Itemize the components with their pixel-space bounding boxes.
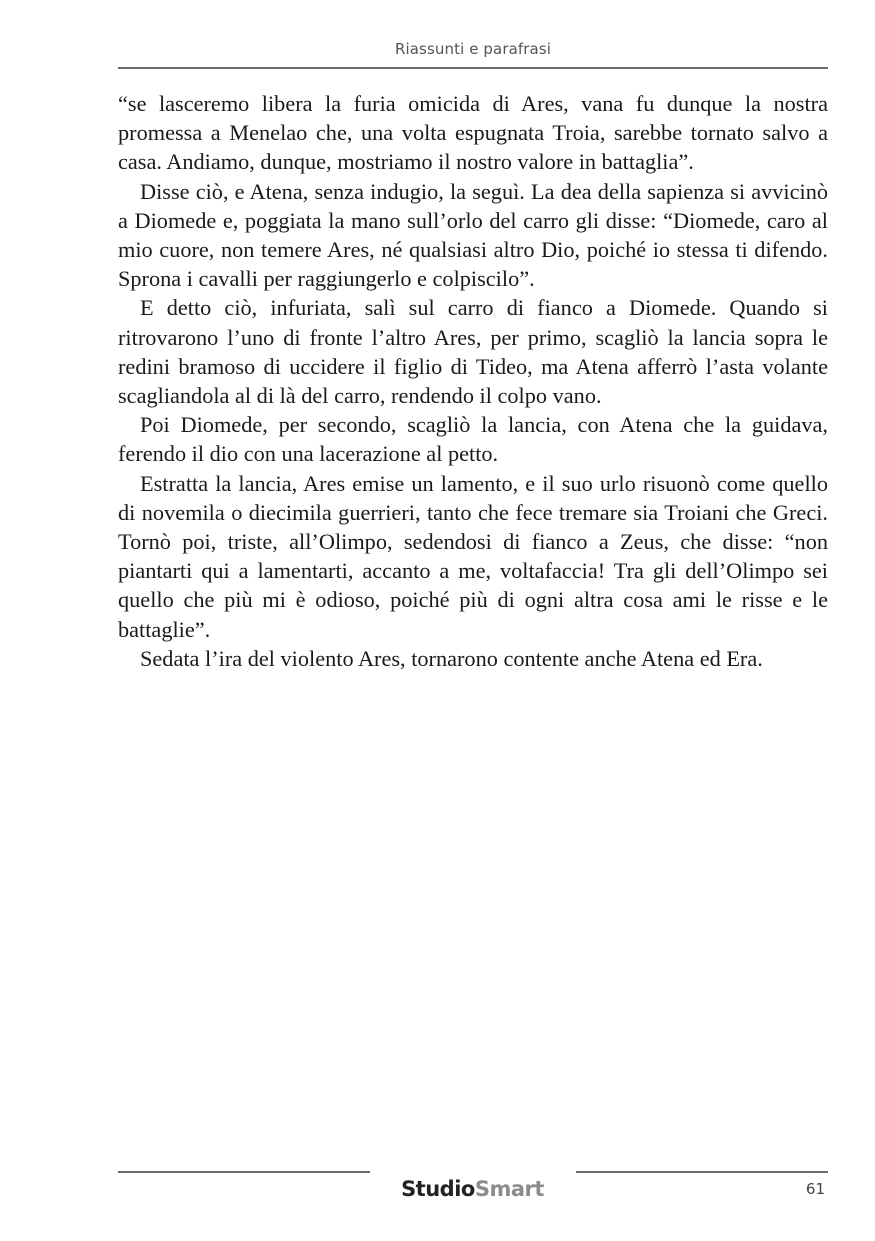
footer-divider-left — [118, 1171, 370, 1173]
brand-logo-smart: Smart — [474, 1177, 544, 1201]
paragraph: E detto ciò, infuriata, salì sul carro di fianco a Diomede. Quando si ritrovarono l’uno di fronte l’altro Ares, per primo, scagliò la lancia sopra le redini bramoso di uccidere il figlio di Tideo, ma Atena afferrò l’asta volante scagliandola al di là del carro, rendendo il colpo vano. — [118, 295, 828, 409]
body-text — [118, 89, 828, 673]
paragraph: “se lasceremo libera la furia omicida di Ares, vana fu dunque la nostra promessa a Menelao che, una volta espugnata Troia, sarebbe tornato salvo a casa. Andiamo, dunque, mostriamo il nostro valore in battaglia”. — [118, 91, 828, 175]
paragraph: Disse ciò, e Atena, senza indugio, la seguì. La dea della sapienza si avvicinò a Diomede e, poggiata la mano sull’orlo del carro gli disse: “Diomede, caro al mio cuore, non temere Ares, né qualsiasi altro Dio, poiché io stessa ti difendo. Sprona i cavalli per raggiungerlo e colpiscilo”. — [118, 178, 828, 292]
brand-logo-studio: Studio — [401, 1177, 475, 1201]
paragraph: Sedata l’ira del violento Ares, tornarono contente anche Atena ed Era. — [140, 645, 763, 671]
footer-divider-right — [576, 1171, 828, 1173]
header-divider — [118, 67, 828, 69]
paragraph: Poi Diomede, per secondo, scagliò la lancia, con Atena che la guidava, ferendo il dio con una lacerazione al petto. — [118, 412, 828, 467]
paragraph: Estratta la lancia, Ares emise un lamento, e il suo urlo risuonò come quello di novemila o diecimila guerrieri, tanto che fece tremare sia Troiani che Greci. Tornò poi, triste, all’Olimpo, sedendosi di fianco a Zeus, che disse: “non piantarti qui a lamentarti, accanto a me, voltafaccia! Tra gli dell’Olimpo sei quello che più mi è odioso, poiché più di ogni altra cosa ami le risse e le battaglie”. — [118, 470, 828, 642]
brand-logo — [0, 1177, 875, 1201]
page-number: 61 — [805, 1180, 825, 1198]
running-header-title: Riassunti e parafrasi — [394, 40, 552, 58]
